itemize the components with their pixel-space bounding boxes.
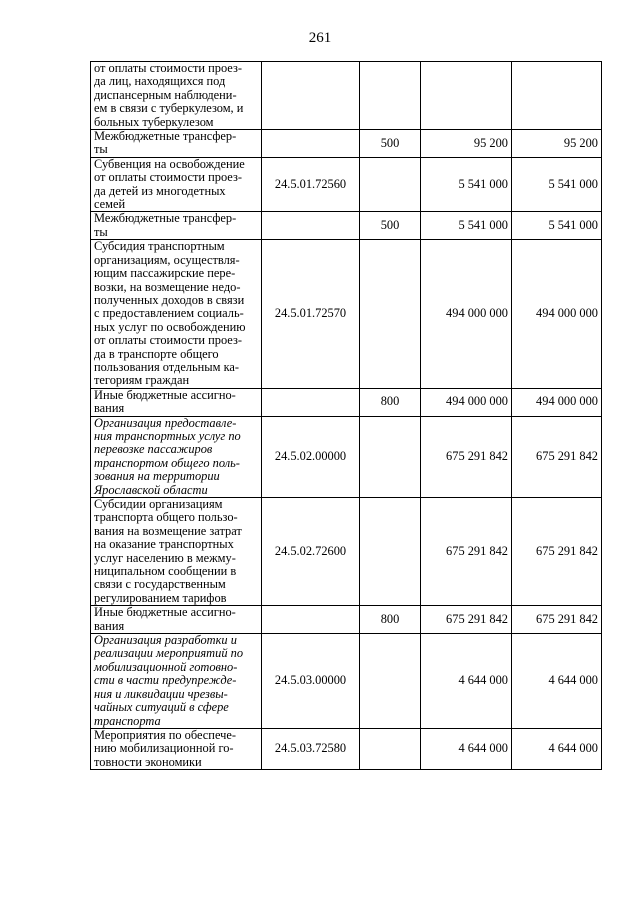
row-name-cell: Организация предоставле- ния транспортных услуг по перевозке пассажиров транспортом общего поль- зования на территории Ярославской области [91, 416, 262, 497]
row-amount-1-cell: 4 644 000 [421, 728, 512, 769]
row-code-cell: 24.5.02.00000 [262, 416, 360, 497]
row-amount-1-cell: 494 000 000 [421, 388, 512, 416]
row-amount-2-cell: 675 291 842 [512, 416, 602, 497]
row-amount-1-cell [421, 62, 512, 130]
row-code-cell: 24.5.01.72570 [262, 240, 360, 388]
row-code-cell [262, 130, 360, 158]
row-name-cell: Иные бюджетные ассигно- вания [91, 388, 262, 416]
table-row [91, 388, 602, 416]
row-amount-2-cell: 675 291 842 [512, 606, 602, 634]
row-expense-type-cell [360, 416, 421, 497]
row-amount-1-cell: 5 541 000 [421, 157, 512, 212]
row-expense-type-cell [360, 728, 421, 769]
table-row [91, 498, 602, 606]
row-name-cell: Субсидии организациям транспорта общего пользо- вания на возмещение затрат на оказание транспортных услуг населению в межму- ниципальном сообщении в связи с государственным регулированием тарифов [91, 498, 262, 606]
row-expense-type-cell [360, 62, 421, 130]
row-name-cell: от оплаты стоимости проез- да лиц, находящихся под диспансерным наблюдени- ем в связи с туберкулезом, и больных туберкулезом [91, 62, 262, 130]
table-row [91, 62, 602, 130]
row-amount-1-cell: 5 541 000 [421, 212, 512, 240]
row-name-cell: Межбюджетные трансфер- ты [91, 212, 262, 240]
row-expense-type-cell [360, 498, 421, 606]
row-name-cell: Субсидия транспортным организациям, осуществля- ющим пассажирские пере- возки, на возмещение недо- полученных доходов в связи с предоставлением социаль- ных услуг по освобождению от оплаты стоимости проез- да в транспорте общего пользования отдельным ка- тегориям граждан [91, 240, 262, 388]
table-row [91, 130, 602, 158]
table-row [91, 212, 602, 240]
row-name-cell: Субвенция на освобождение от оплаты стоимости проез- да детей из многодетных семей [91, 157, 262, 212]
row-code-cell [262, 606, 360, 634]
row-expense-type-cell: 500 [360, 130, 421, 158]
row-amount-2-cell: 95 200 [512, 130, 602, 158]
row-amount-2-cell: 4 644 000 [512, 634, 602, 729]
table-row [91, 157, 602, 212]
row-expense-type-cell [360, 240, 421, 388]
row-code-cell [262, 212, 360, 240]
table-row [91, 606, 602, 634]
row-code-cell [262, 62, 360, 130]
row-code-cell: 24.5.03.00000 [262, 634, 360, 729]
row-code-cell: 24.5.02.72600 [262, 498, 360, 606]
row-amount-2-cell [512, 62, 602, 130]
table-row [91, 240, 602, 388]
row-amount-1-cell: 494 000 000 [421, 240, 512, 388]
row-amount-2-cell: 494 000 000 [512, 240, 602, 388]
row-amount-1-cell: 4 644 000 [421, 634, 512, 729]
row-amount-2-cell: 675 291 842 [512, 498, 602, 606]
row-amount-1-cell: 675 291 842 [421, 498, 512, 606]
budget-table-body [91, 62, 602, 770]
row-amount-2-cell: 5 541 000 [512, 212, 602, 240]
row-name-cell: Иные бюджетные ассигно- вания [91, 606, 262, 634]
row-code-cell: 24.5.03.72580 [262, 728, 360, 769]
table-row [91, 728, 602, 769]
row-expense-type-cell [360, 157, 421, 212]
row-expense-type-cell: 500 [360, 212, 421, 240]
row-amount-2-cell: 5 541 000 [512, 157, 602, 212]
row-name-cell: Мероприятия по обеспече- нию мобилизационной го- товности экономики [91, 728, 262, 769]
row-expense-type-cell: 800 [360, 388, 421, 416]
row-amount-2-cell: 494 000 000 [512, 388, 602, 416]
row-expense-type-cell [360, 634, 421, 729]
page-number: 261 [308, 30, 332, 46]
row-amount-2-cell: 4 644 000 [512, 728, 602, 769]
table-row [91, 634, 602, 729]
row-code-cell [262, 388, 360, 416]
budget-table [90, 61, 602, 770]
row-amount-1-cell: 95 200 [421, 130, 512, 158]
row-name-cell: Организация разработки и реализации мероприятий по мобилизационной готовно- сти в части предупрежде- ния и ликвидации чрезвы- чайных ситуаций в сфере транспорта [91, 634, 262, 729]
row-code-cell: 24.5.01.72560 [262, 157, 360, 212]
row-expense-type-cell: 800 [360, 606, 421, 634]
row-name-cell: Межбюджетные трансфер- ты [91, 130, 262, 158]
row-amount-1-cell: 675 291 842 [421, 606, 512, 634]
row-amount-1-cell: 675 291 842 [421, 416, 512, 497]
table-row [91, 416, 602, 497]
